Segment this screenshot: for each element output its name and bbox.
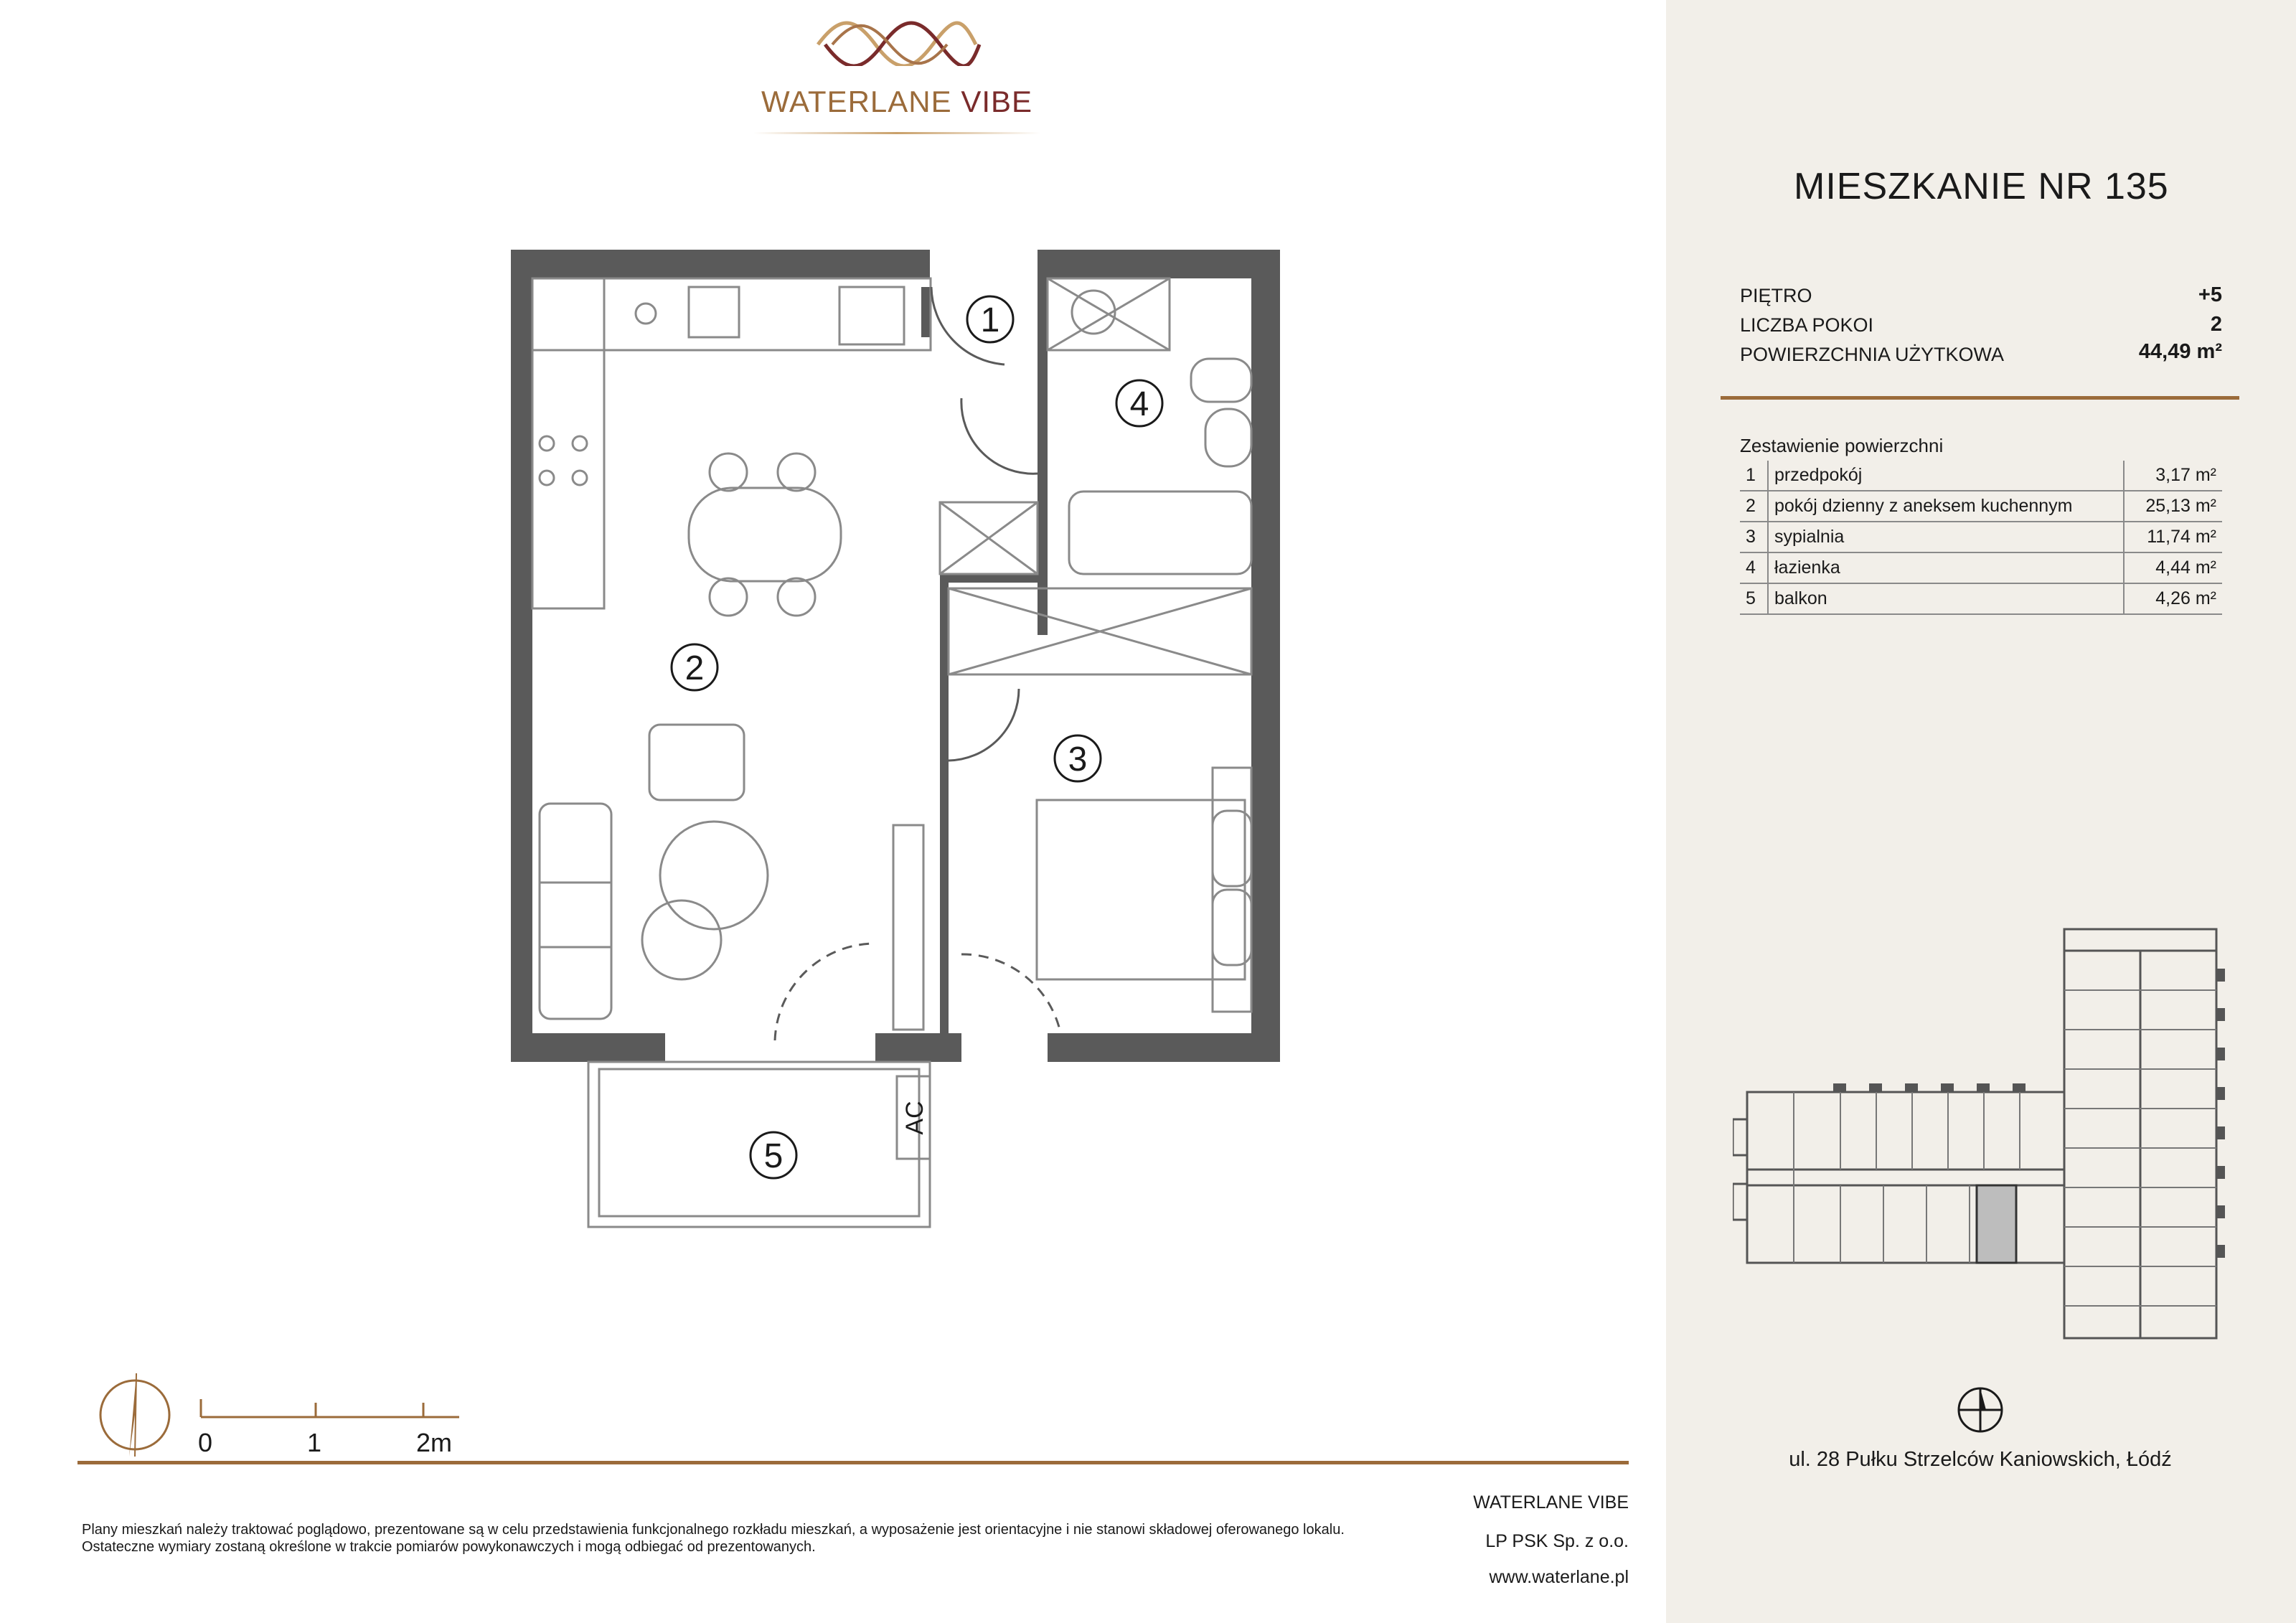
room-number-4: 4 — [1129, 385, 1149, 423]
address: ul. 28 Pułku Strzelców Kaniowskich, Łódź — [1789, 1448, 2172, 1471]
company-legal: LP PSK Sp. z o.o. — [1485, 1531, 1629, 1551]
table-row — [1740, 491, 2222, 522]
logo-underline — [753, 132, 1040, 134]
company-name: WATERLANE VIBE — [1473, 1492, 1629, 1513]
room-number-1: 1 — [980, 301, 1000, 339]
scale-label-2: 2m — [416, 1428, 453, 1457]
apartment-highlight — [1977, 1185, 2016, 1263]
floor-plan — [502, 244, 1292, 1292]
table-row — [1740, 583, 2222, 614]
rooms-value: 2 — [2210, 313, 2222, 336]
brand-name-part2: VIBE — [961, 85, 1033, 118]
floor-label: PIĘTRO — [1740, 285, 1812, 306]
table-row — [1740, 461, 2222, 491]
room-name: sypialnia — [1768, 522, 2124, 552]
room-area: 3,17 m² — [2124, 461, 2222, 491]
room-area: 4,26 m² — [2124, 583, 2222, 614]
room-name: łazienka — [1768, 552, 2124, 583]
room-name: pokój dzienny z aneksem kuchennym — [1768, 491, 2124, 522]
room-number-2: 2 — [684, 649, 705, 687]
room-number-5: 5 — [763, 1137, 784, 1175]
scale-label-1: 1 — [307, 1428, 322, 1457]
divider — [1721, 396, 2239, 400]
disclaimer — [82, 1521, 1445, 1556]
ac-label: AC — [901, 1101, 928, 1135]
room-area: 4,44 m² — [2124, 552, 2222, 583]
room-name: przedpokój — [1768, 461, 2124, 491]
table-row — [1740, 552, 2222, 583]
rooms-label: LICZBA POKOI — [1740, 314, 1874, 336]
website-link[interactable]: www.waterlane.pl — [1489, 1567, 1629, 1587]
scale-bar — [194, 1399, 466, 1421]
row-number: 3 — [1740, 522, 1768, 552]
info-sidebar — [1666, 0, 2296, 1623]
room-area: 11,74 m² — [2124, 522, 2222, 552]
room-name: balkon — [1768, 583, 2124, 614]
brand-logo — [746, 85, 1048, 119]
row-number: 2 — [1740, 491, 1768, 522]
room-number-3: 3 — [1068, 740, 1088, 778]
table-row — [1740, 522, 2222, 552]
areas-table — [1740, 461, 2222, 615]
disclaimer-line-1: Plany mieszkań należy traktować poglądowo, prezentowane są w celu przedstawienia funkcjonalnego rozkładu mieszkań, a wyposażenie jest orientacyjne i nie stanowi składowej oferowanego lokalu. — [82, 1522, 1345, 1538]
row-number: 5 — [1740, 583, 1768, 614]
brand-name-part1: WATERLANE — [761, 85, 952, 118]
north-arrow-icon — [92, 1372, 178, 1458]
floor-value: +5 — [2198, 283, 2222, 306]
row-number: 4 — [1740, 552, 1768, 583]
room-area: 25,13 m² — [2124, 491, 2222, 522]
areas-title: Zestawienie powierzchni — [1740, 435, 1944, 456]
usable-area-label: POWIERZCHNIA UŻYTKOWA — [1740, 344, 2005, 365]
disclaimer-line-2: Ostateczne wymiary zostaną określone w trakcie pomiarów powykonawczych i mogą odbiegać od prezentowanych. — [82, 1539, 816, 1555]
row-number: 1 — [1740, 461, 1768, 491]
usable-area-value: 44,49 m² — [2138, 340, 2222, 363]
waves-logo-icon — [811, 16, 983, 66]
building-key-plan — [1733, 926, 2228, 1342]
scale-label-0: 0 — [198, 1428, 213, 1457]
footer-divider — [77, 1461, 1629, 1464]
compass-icon — [1955, 1385, 2005, 1435]
apartment-title: MIESZKANIE NR 135 — [1794, 166, 2169, 207]
